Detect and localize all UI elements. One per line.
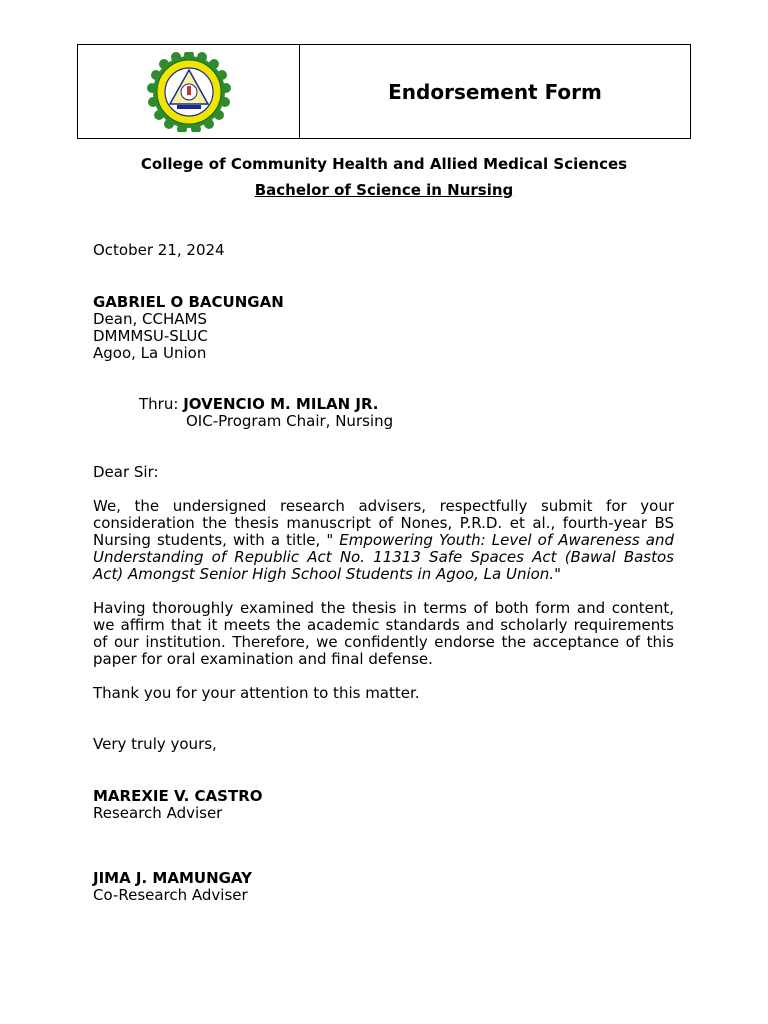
paragraph-1 bbox=[93, 498, 674, 583]
addressee-name: GABRIEL O BACUNGAN bbox=[93, 293, 284, 311]
signatory-role: Co-Research Adviser bbox=[93, 886, 248, 904]
thru-line bbox=[139, 396, 639, 413]
signatory-1 bbox=[93, 788, 674, 822]
addressee-office: DMMMSU-SLUC bbox=[93, 327, 208, 345]
addressee-block bbox=[93, 294, 674, 362]
university-seal-icon bbox=[145, 52, 233, 132]
thru-block bbox=[139, 396, 639, 430]
salutation: Dear Sir: bbox=[93, 463, 159, 481]
paragraph-3: Thank you for your attention to this matter. bbox=[93, 684, 420, 702]
thru-label: Thru: bbox=[139, 395, 179, 413]
program-name: Bachelor of Science in Nursing bbox=[254, 181, 514, 199]
college-name: College of Community Health and Allied Medical Sciences bbox=[140, 155, 628, 173]
signatory-name: MAREXIE V. CASTRO bbox=[93, 787, 263, 805]
thru-name: JOVENCIO M. MILAN JR. bbox=[183, 395, 379, 413]
paragraph-1-end: " bbox=[554, 565, 561, 583]
form-title: Endorsement Form bbox=[388, 79, 602, 104]
letter-date: October 21, 2024 bbox=[93, 241, 225, 259]
thesis-title: Empowering Youth: Level of Awareness and Understanding of Republic Act No. 11313 Safe Spaces Act (Bawal Bastos Act) Amongst Senior High School Students in Agoo, La Union. bbox=[93, 531, 674, 583]
addressee-location: Agoo, La Union bbox=[93, 344, 207, 362]
logo-cell bbox=[78, 45, 300, 138]
paragraph-2: Having thoroughly examined the thesis in terms of both form and content, we affirm that it meets the academic standards and scholarly requirements of our institution. Therefore, we confidently endorse the acceptance of this paper for oral examination and final defense. bbox=[93, 599, 674, 668]
signatory-name: JIMA J. MAMUNGAY bbox=[93, 869, 252, 887]
signatory-2 bbox=[93, 870, 674, 904]
closing: Very truly yours, bbox=[93, 735, 217, 753]
header-table bbox=[77, 44, 691, 139]
addressee-position: Dean, CCHAMS bbox=[93, 310, 207, 328]
signatory-role: Research Adviser bbox=[93, 804, 223, 822]
thru-position: OIC-Program Chair, Nursing bbox=[186, 412, 394, 430]
paragraph-1-start: We, the undersigned research advisers, respectfully submit for your consideration the thesis manuscript of Nones, P.R.D. et al., fourth-year BS Nursing students, with a title, " bbox=[93, 497, 674, 549]
